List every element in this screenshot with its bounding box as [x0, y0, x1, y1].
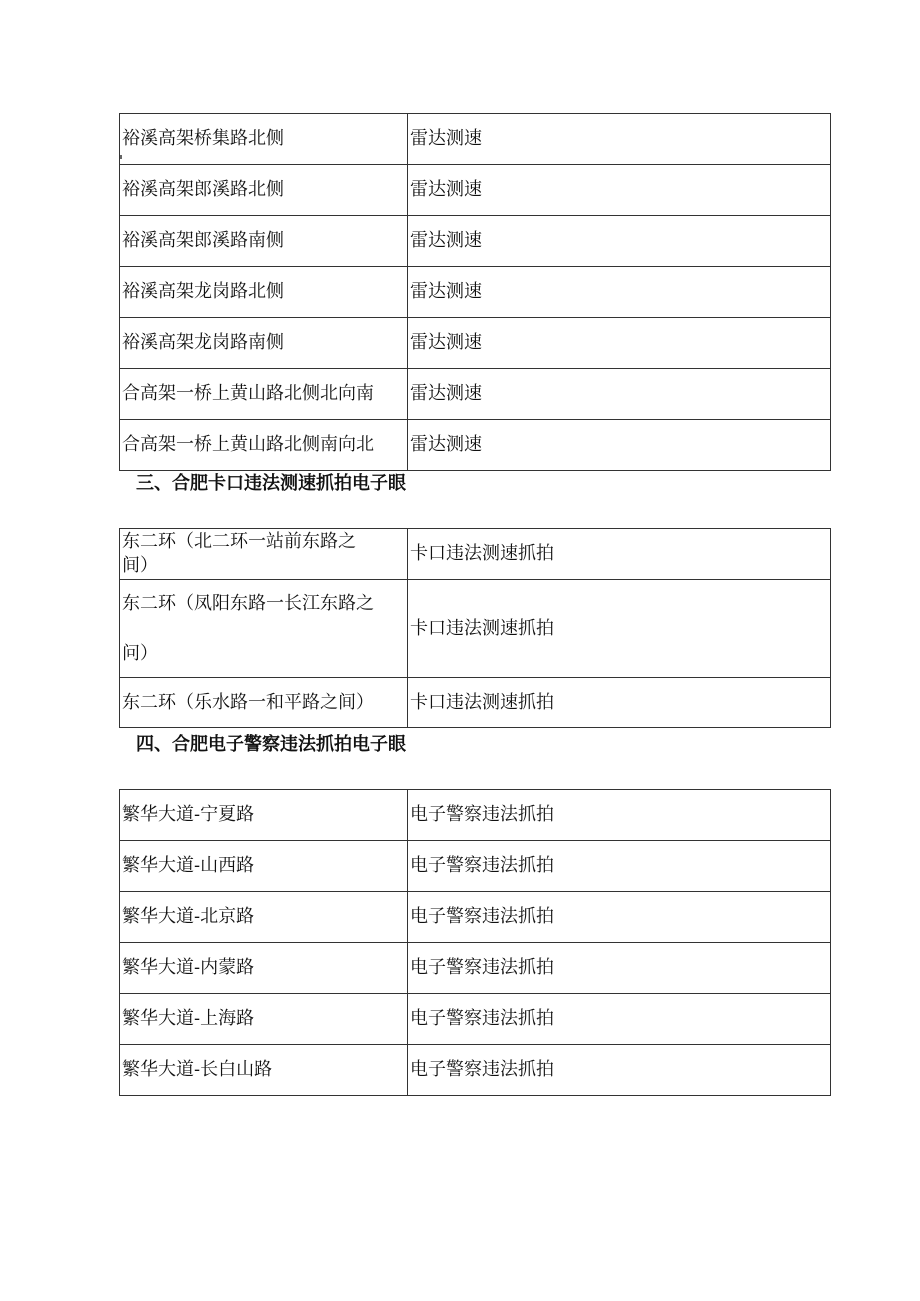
location-cell: 合高架一桥上黄山路北侧南向北: [120, 420, 408, 471]
radar-speed-table: [119, 113, 831, 471]
table-row: [120, 580, 831, 678]
section-heading: 四、合肥电子警察违法抓拍电子眼: [136, 734, 406, 755]
location-cell: 合高架一桥上黄山路北侧北向南: [120, 369, 408, 420]
table-row: [120, 267, 831, 318]
type-cell: 卡口违法测速抓拍: [408, 529, 831, 580]
electronic-police-table: [119, 789, 831, 1096]
table-row: [120, 318, 831, 369]
type-cell: 雷达测速: [408, 165, 831, 216]
table-row: [120, 529, 831, 580]
table-row: [120, 943, 831, 994]
type-cell: 电子警察违法抓拍: [408, 943, 831, 994]
location-line: 东二环（凤阳东路一长江东路之: [122, 592, 374, 614]
type-cell: 雷达测速: [408, 114, 831, 165]
type-cell: 卡口违法测速抓拍: [408, 580, 831, 678]
type-cell: 电子警察违法抓拍: [408, 994, 831, 1045]
type-cell: 雷达测速: [408, 267, 831, 318]
type-cell: 雷达测速: [408, 216, 831, 267]
location-cell: 裕溪高架龙岗路南侧: [120, 318, 408, 369]
location-cell: 裕溪高架郎溪路北侧: [120, 165, 408, 216]
location-line: 东二环（乐水路一和平路之间）: [122, 691, 374, 713]
location-cell: 繁华大道-宁夏路: [120, 790, 408, 841]
location-cell: [120, 678, 408, 728]
table-row: [120, 892, 831, 943]
location-cell: 繁华大道-上海路: [120, 994, 408, 1045]
location-cell: 裕溪高架龙岗路北侧: [120, 267, 408, 318]
stray-mark: [120, 155, 122, 159]
table-row: [120, 790, 831, 841]
location-line: 问）: [122, 642, 158, 664]
type-cell: 电子警察违法抓拍: [408, 1045, 831, 1096]
checkpoint-speed-table: [119, 528, 831, 728]
table-row: [120, 165, 831, 216]
table-row: [120, 369, 831, 420]
type-cell: 电子警察违法抓拍: [408, 892, 831, 943]
table-row: [120, 216, 831, 267]
table-row: [120, 994, 831, 1045]
type-cell: 电子警察违法抓拍: [408, 841, 831, 892]
location-line: 东二环（北二环一站前东路之: [122, 531, 356, 552]
location-line: 间）: [122, 555, 158, 576]
location-cell: 繁华大道-内蒙路: [120, 943, 408, 994]
location-cell: [120, 529, 408, 580]
type-cell: 雷达测速: [408, 420, 831, 471]
table-row: [120, 1045, 831, 1096]
section-heading: 三、合肥卡口违法测速抓拍电子眼: [136, 473, 406, 494]
type-cell: 雷达测速: [408, 369, 831, 420]
type-cell: 卡口违法测速抓拍: [408, 678, 831, 728]
location-cell: 繁华大道-长白山路: [120, 1045, 408, 1096]
table-row: [120, 114, 831, 165]
table-row: [120, 420, 831, 471]
table-row: [120, 841, 831, 892]
location-cell: 裕溪高架桥集路北侧: [120, 114, 408, 165]
location-cell: 繁华大道-北京路: [120, 892, 408, 943]
type-cell: 雷达测速: [408, 318, 831, 369]
location-cell: 裕溪高架郎溪路南侧: [120, 216, 408, 267]
type-cell: 电子警察违法抓拍: [408, 790, 831, 841]
location-cell: [120, 580, 408, 678]
location-cell: 繁华大道-山西路: [120, 841, 408, 892]
table-row: [120, 678, 831, 728]
